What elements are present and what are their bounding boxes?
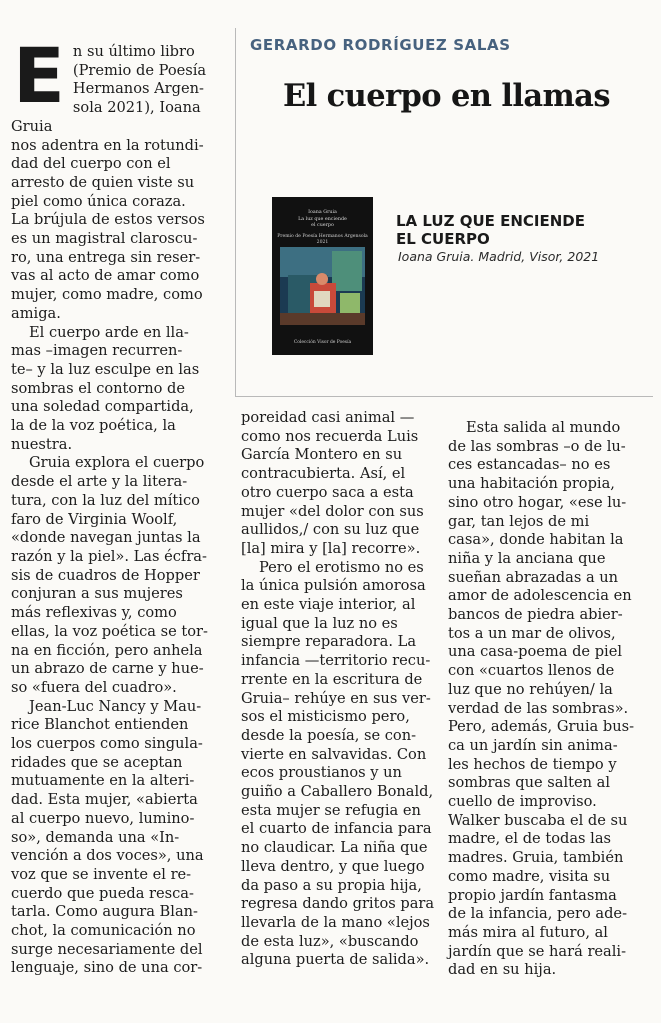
column-2 [241, 409, 438, 970]
column-3 [448, 419, 650, 980]
column-1 [11, 31, 223, 978]
paragraph: Gruia explora el cuerpo desde el arte y la litera- tura, con la luz del mítico faro de Virginia Woolf, «donde navegan juntas la razón y la piel». Las écfra- sis de cuadros de Hopper conjuran a sus mujeres más reflexivas y, como ellas, la voz poética se tor- na en ficción, pero anhela un abrazo de carne y hue- so «fuera del cuadro». [11, 454, 208, 696]
paragraph: poreidad casi animal — como nos recuerda Luis García Montero en su contracubierta. Así, el otro cuerpo saca a esta mujer «del dolor con sus aullidos,/ con su luz que [la] mira y [la] recorre». [241, 409, 424, 557]
book-cover [272, 197, 373, 355]
author-byline: GERARDO RODRÍGUEZ SALAS [250, 36, 511, 54]
drop-cap: E [13, 31, 65, 120]
paragraph: Jean-Luc Nancy y Mau- rice Blanchot entienden los cuerpos como singula- ridades que se aceptan mutuamente en la alteri- dad. Esta mujer, «abierta al cuerpo nuevo, lumino- so», demanda una «In- vención a dos voces», una voz que se invente el re- cuerdo que pueda resca- tarla. Como augura Blan- chot, la comunicación no surge necesariamente del lenguaje, sino de una cor- [11, 697, 204, 977]
cover-subtitle: Premio de Poesía Hermanos Argensola 2021 [277, 234, 368, 245]
paragraph: El cuerpo arde en lla- mas –imagen recurren- te– y la luz esculpe en las sombras el contorno de una soledad compartida, la de la voz poética, la nuestra. [11, 323, 200, 453]
paragraph: Pero el erotismo no es la única pulsión amorosa en este viaje interior, al igual que la luz no es siempre reparadora. La infancia —territorio recu- rrente en la escritura de Gruia– rehúye en sus ver- sos el misticismo pero, desde la poesía, se con- vierte en salvavidas. Con ecos proustianos y un guiño a Caballero Bonald, esta mujer se refugia en el cuarto de infancia para no claudicar. La niña que lleva dentro, y que luego da paso a su propia hija, regresa dando gritos para llevarla de la mano «lejos de esta luz», «buscando alguna puerta de salida». [241, 558, 435, 969]
cover-painting [280, 247, 365, 325]
cover-author: Ioana Gruia [308, 210, 337, 215]
paragraph: Esta salida al mundo de las sombras –o de lu- ces estancadas– no es una habitación propia, sino otro hogar, «ese lu- gar, tan lejos de mi casa», donde habitan la niña y la anciana que sueñan abrazadas a un amor de adolescencia en bancos de piedra abier- tos a un mar de olivos, una casa-poema de piel con «cuartos llenos de luz que no rehúyen/ la verdad de las sombras». Pero, además, Gruia bus- ca un jardín sin anima- les hechos de tiempo y sombras que salten al cuello de improviso. Walker buscaba el de su madre, el de todas las madres. Gruia, también como madre, visita su propio jardín fantasma de la infancia, pero ade- más mira al futuro, al jardín que se hará reali- dad en su hija. [448, 419, 635, 979]
cover-title: La luz que enciende el cuerpo [298, 217, 347, 228]
book-title: LA LUZ QUE ENCIENDE EL CUERPO [396, 212, 585, 248]
cover-publisher: Colección Visor de Poesía [293, 340, 352, 345]
book-meta: Ioana Gruia. Madrid, Visor, 2021 [398, 249, 600, 264]
paragraph: n su último libro (Premio de Poesía Hermanos Argen- sola 2021), Ioana Gruia nos adentra en la rotundi- dad del cuerpo con el arresto de quien viste su piel como única coraza. La brújula de estos versos es un magistral claroscu- ro, una entrega sin reser- vas al acto de amar como mujer, como madre, como amiga. [11, 43, 207, 322]
headline: El cuerpo en llamas [283, 78, 610, 114]
